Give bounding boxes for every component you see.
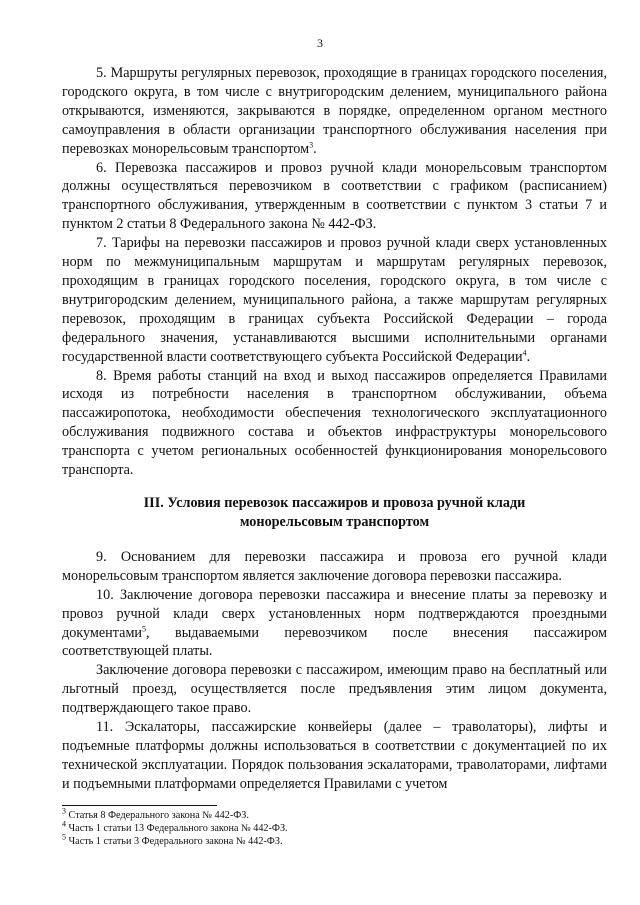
footnote-ref-4: 4 <box>522 347 527 357</box>
footnote-text: Часть 1 статьи 3 Федерального закона № 442-ФЗ. <box>68 836 283 847</box>
paragraph-10 <box>62 586 607 662</box>
paragraph-10-text-a: 10. Заключение договора перевозки пассажира и внесение платы за перевозку и провоз ручной клади сверх установленных норм подтверждаются проездными документами <box>62 586 607 641</box>
section-heading <box>62 494 607 532</box>
paragraph-7: 7. Тарифы на перевозки пассажиров и провоз ручной клади сверх установленных норм по межмуниципальным маршрутам и маршрутам регулярных перевозок, проходящим в границах городского поселения, городского округа, в том числе с внутригородским делением, муниципального района, а также маршрутам регулярных перевозок, проходящим в границах субъекта Российской Федерации – города федерального значения, устанавливаются высшими исполнительными органами государственной власти соответствующего субъекта Российской Федерации$^4$. <box>62 235 607 365</box>
footnotes <box>62 806 607 848</box>
footnote-ref-3: 3 <box>309 139 314 149</box>
footnote-3 <box>62 806 607 822</box>
footnote-text: Часть 1 статьи 13 Федерального закона № 442-ФЗ. <box>68 823 288 834</box>
paragraph-5: 5. Маршруты регулярных перевозок, проходящие в границах городского поселения, городского округа, в том числе с внутригородским делением, муниципального района открываются, изменяются, закрываются в порядке, определенном органом местного самоуправления в области организации транспортного обслуживания населения при перевозках монорельсовым транспортом$^3$. <box>62 65 607 157</box>
paragraph-5-text: 5. Маршруты регулярных перевозок, проходящие в границах городского поселения, городского округа, в том числе с внутригородским делением, муниципального района открываются, изменяются, закрываются в порядке, определенном органом местного самоуправления в области организации транспортного обслуживания населения при перевозках монорельсовым транспортом <box>62 65 607 157</box>
paragraph-9: 9. Основанием для перевозки пассажира и провоза его ручной клади монорельсовым транспортом является заключение договора перевозки пассажира. <box>62 548 607 584</box>
paragraph-6: 6. Перевозка пассажиров и провоз ручной клади монорельсовым транспортом должны осуществляться перевозчиком в соответствии с графиком (расписанием) транспортного обслуживания, утвержденным в соответствии с пунктом 3 статьи 7 и пунктом 2 статьи 8 Федерального закона № 442-ФЗ. <box>62 159 607 233</box>
section-heading-line-1: III. Условия перевозок пассажиров и провоза ручной клади <box>143 494 526 511</box>
paragraph-10-continued: Заключение договора перевозки с пассажиром, имеющим право на бесплатный или льготный проезд, осуществляется после предъявления этим лицом документа, подтверждающего такое право. <box>62 662 607 717</box>
section-heading-line-2: монорельсовым транспортом <box>239 513 430 530</box>
footnote-text: Статья 8 Федерального закона № 442-ФЗ. <box>68 810 249 821</box>
footnote-number: 4 <box>62 819 66 829</box>
footnote-5 <box>62 832 607 848</box>
paragraph-11: 11. Эскалаторы, пассажирские конвейеры (далее – траволаторы), лифты и подъемные платформы должны использоваться в соответствии с документацией по их технической эксплуатации. Порядок пользования эскалаторами, траволаторами, лифтами и подъемными платформами определяется Правилами с учетом <box>62 719 607 792</box>
footnote-number: 5 <box>62 832 66 842</box>
footnote-ref-5: 5 <box>142 623 147 633</box>
paragraph-10-text-b: , выдаваемыми перевозчиком после внесения пассажиром соответствующей платы. <box>62 624 607 660</box>
document-body <box>62 64 607 794</box>
footnote-number: 3 <box>62 806 66 816</box>
paragraph-7-text: 7. Тарифы на перевозки пассажиров и провоз ручной клади сверх установленных норм по межмуниципальным маршрутам и маршрутам регулярных перевозок, проходящим в границах городского поселения, городского округа, в том числе с внутригородским делением, муниципального района, а также маршрутам регулярных перевозок, проходящим в границах субъекта Российской Федерации – города федерального значения, устанавливаются высшими исполнительными органами государственной власти соответствующего субъекта Российской Федерации <box>62 235 607 365</box>
footnote-divider <box>62 805 217 806</box>
footnote-4 <box>62 819 607 835</box>
paragraph-8: 8. Время работы станций на вход и выход пассажиров определяется Правилами исходя из потребности населения в транспортном обслуживании, объема пассажиропотока, необходимости обеспечения технологического эксплуатационного обслуживания подвижного состава и объектов инфраструктуры монорельсового транспорта с учетом региональных особенностей функционирования монорельсового транспорта. <box>62 367 607 479</box>
page-number: 3 <box>317 36 323 50</box>
